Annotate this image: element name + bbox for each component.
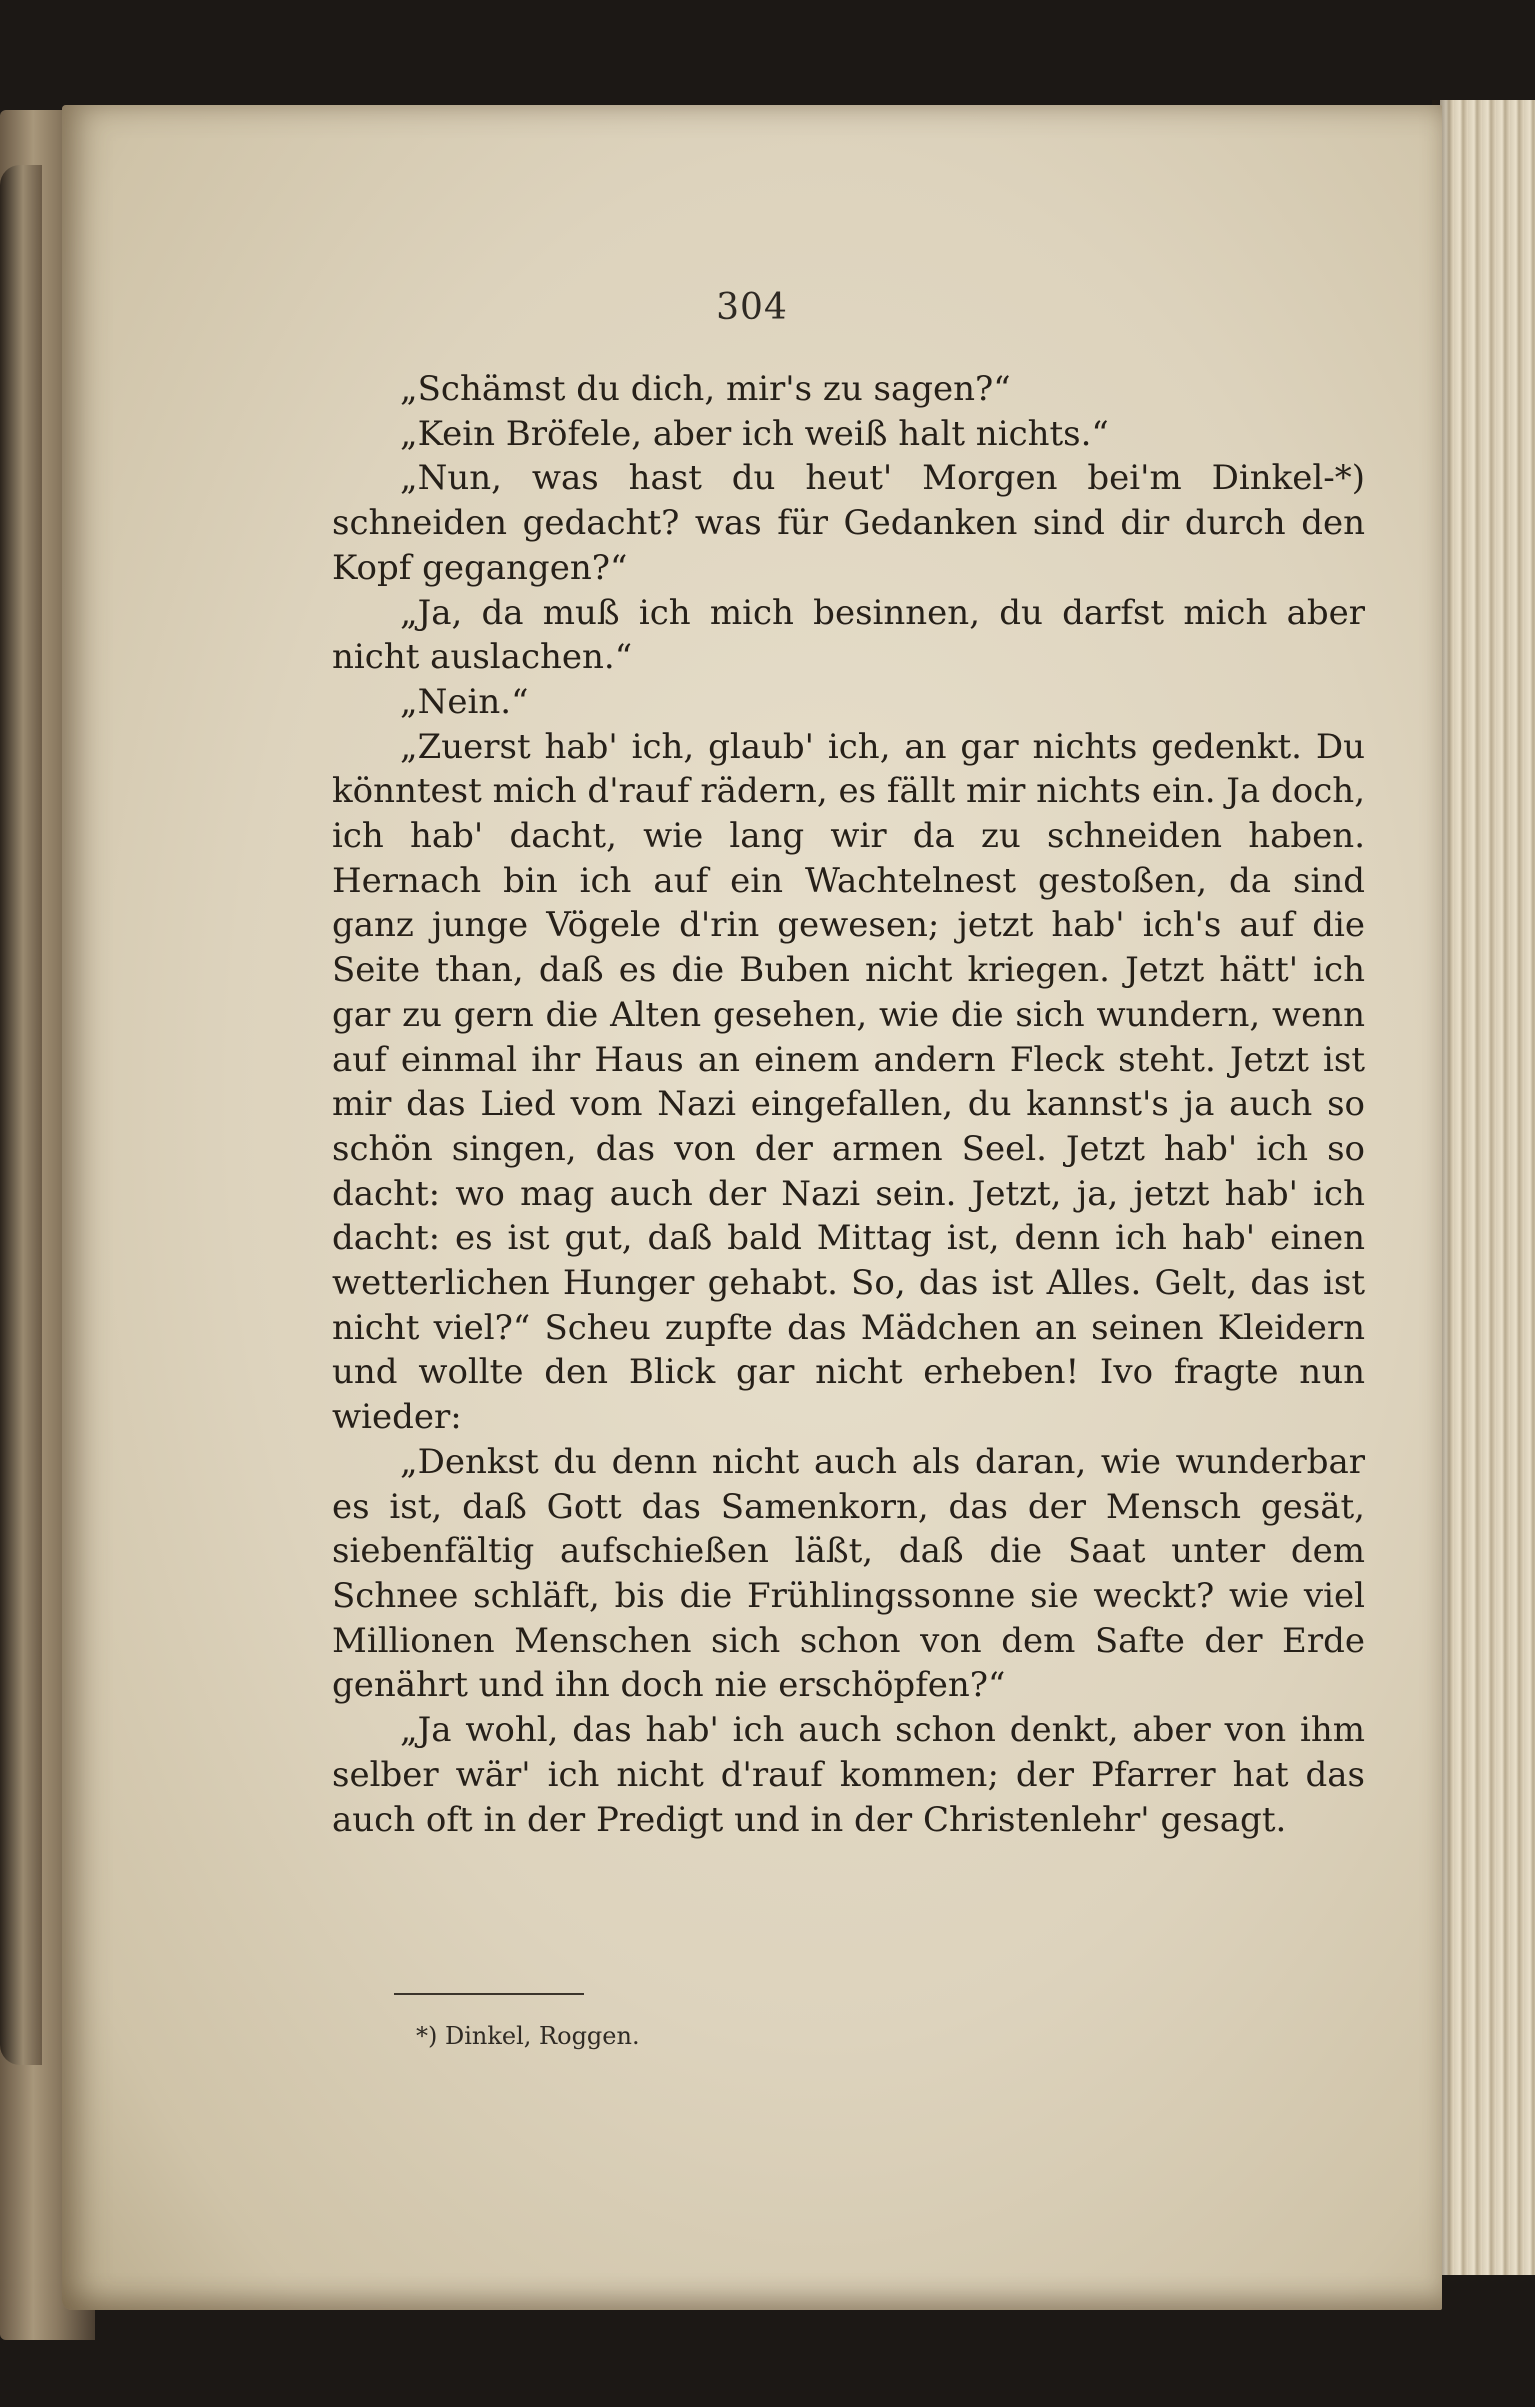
paragraph: „Denkst du denn nicht auch als daran, wie wunderbar es ist, daß Gott das Samenkorn, das der Mensch gesät, siebenfältig aufschießen läßt, daß die Saat unter dem Schnee schläft, bis die Frühlingssonne sie weckt? wie viel Millionen Menschen sich schon von dem Safte der Erde genährt und ihn doch nie erschöpfen?“: [332, 1441, 1365, 1706]
paragraph: „Zuerst hab' ich, glaub' ich, an gar nichts gedenkt. Du könntest mich d'rauf rädern, es fällt mir nichts ein. Ja doch, ich hab' dacht, wie lang wir da zu schneiden haben. Hernach bin ich auf ein Wachtelnest gestoßen, da sind ganz junge Vögele d'rin gewesen; jetzt hab' ich's auf die Seite than, daß es die Buben nicht kriegen. Jetzt hätt' ich gar zu gern die Alten gesehen, wie die sich wundern, wenn auf einmal ihr Haus an einem andern Fleck steht. Jetzt ist mir das Lied vom Nazi eingefallen, du kannst's ja auch so schön singen, das von der armen Seel. Jetzt hab' ich so dacht: wo mag auch der Nazi sein. Jetzt, ja, jetzt hab' ich dacht: es ist gut, daß bald Mittag ist, denn ich hab' einen wetterlichen Hunger gehabt. So, das ist Alles. Gelt, das ist nicht viel?“ Scheu zupfte das Mädchen an seinen Kleidern und wollte den Blick gar nicht erheben! Ivo fragte nun wieder:: [332, 726, 1365, 1438]
right-page-edges: [1440, 100, 1535, 2275]
paragraph: „Schämst du dich, mir's zu sagen?“: [400, 369, 1011, 409]
paragraph: „Ja wohl, das hab' ich auch schon denkt, aber von ihm selber wär' ich nicht d'rauf kommen; der Pfarrer hat das auch oft in der Predigt und in der Christenlehr' gesagt.: [332, 1710, 1365, 1840]
footnote: *) Dinkel, Roggen.: [416, 2022, 640, 2050]
footnote-rule: [394, 1993, 584, 1995]
paragraph: „Kein Bröfele, aber ich weiß halt nichts.“: [400, 413, 1109, 454]
paragraph: „Ja, da muß ich mich besinnen, du darfst mich aber nicht auslachen.“: [332, 592, 1365, 678]
body-text: [332, 367, 1365, 1842]
left-page-curl: [0, 165, 42, 2065]
book-page: [62, 105, 1442, 2310]
paragraph: „Nun, was hast du heut' Morgen bei'm Dinkel-*) schneiden gedacht? was für Gedanken sind dir durch den Kopf gegangen?“: [332, 458, 1365, 588]
page-number: 304: [716, 287, 788, 328]
paragraph: „Nein.“: [400, 681, 529, 722]
